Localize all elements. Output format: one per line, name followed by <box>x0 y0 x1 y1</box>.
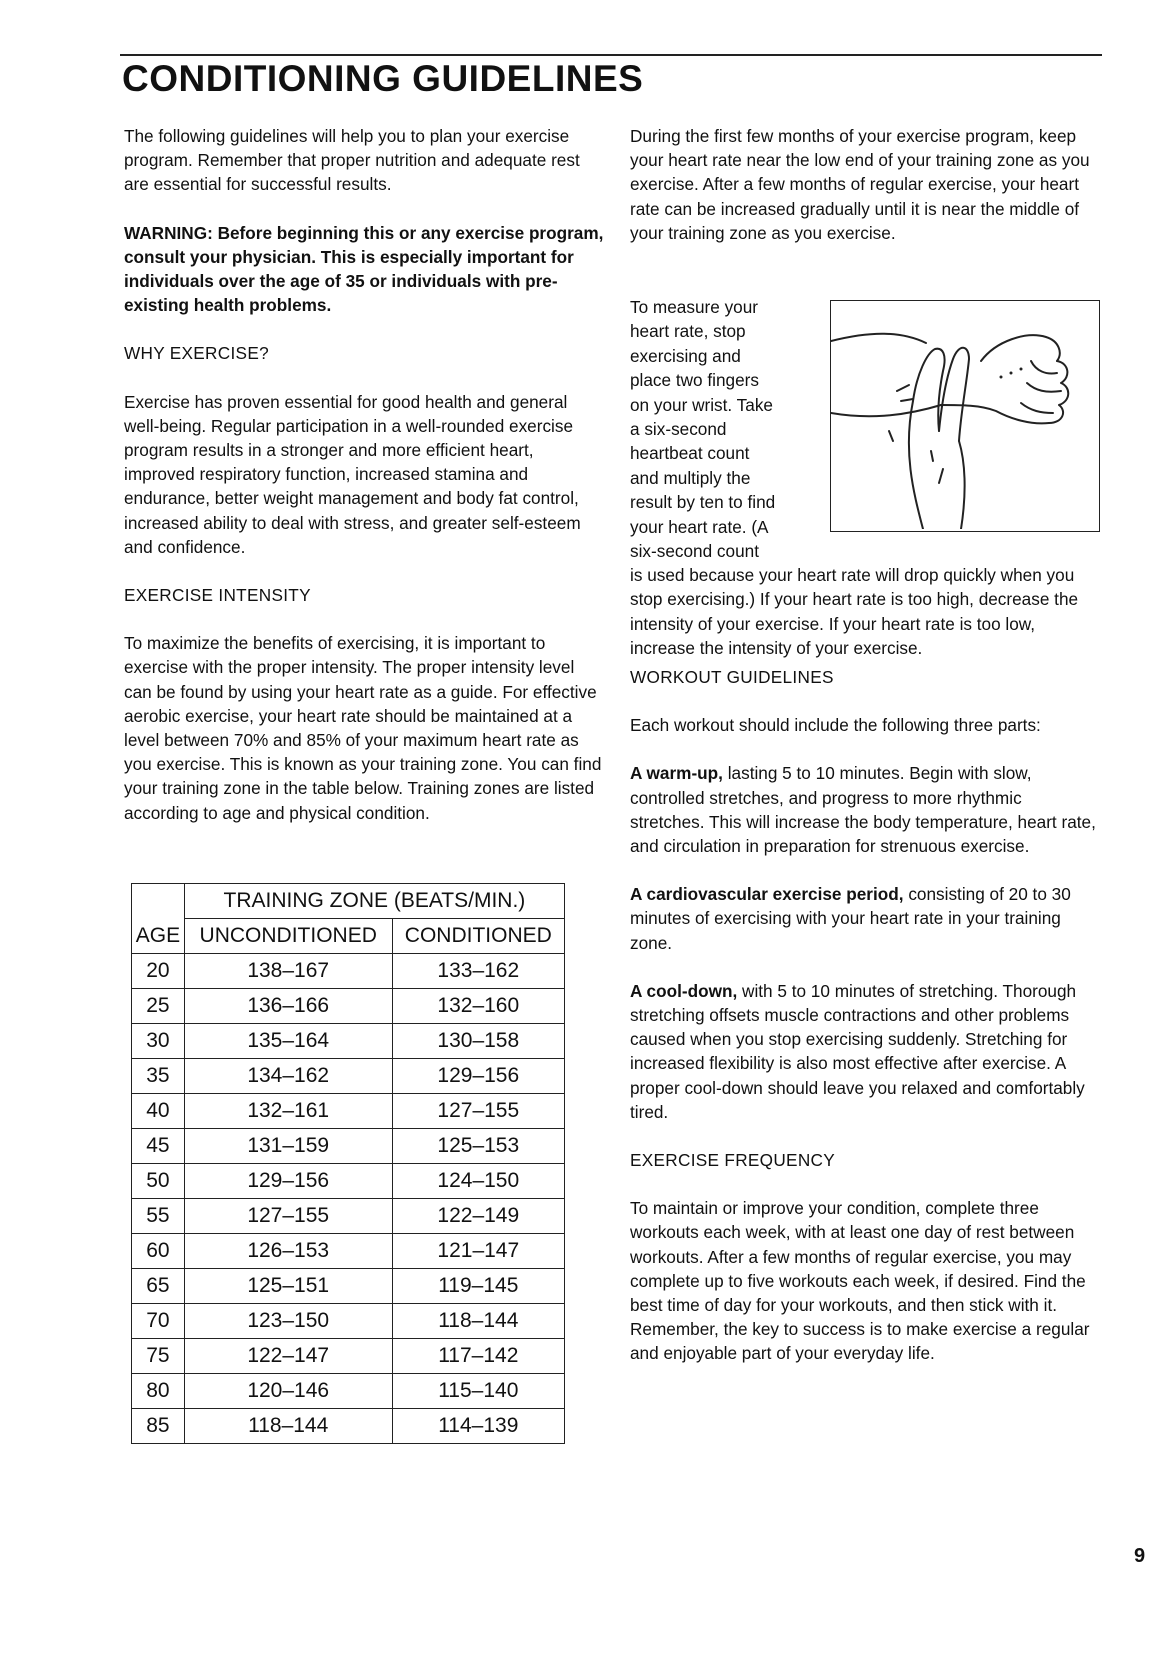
table-row <box>132 1304 565 1339</box>
table-cell-age: 20 <box>132 954 185 989</box>
cooldown-lead: A cool-down, <box>630 980 738 1001</box>
table-cell-conditioned: 129–156 <box>392 1059 564 1094</box>
table-cell-unconditioned: 131–159 <box>184 1129 392 1164</box>
measure-continuation: is used because your heart rate will drop quickly when you stop exercising.) If your heart rate is too high, decrease the intensity of your exercise. If your heart rate is too low, increase the intensity of your exercise. <box>630 565 1079 659</box>
table-cell-conditioned: 124–150 <box>392 1164 564 1199</box>
page-title: CONDITIONING GUIDELINES <box>122 58 644 99</box>
page-number: 9 <box>1134 1545 1146 1567</box>
table-cell-unconditioned: 132–161 <box>184 1094 392 1129</box>
right-intro-paragraph: During the first few months of your exercise program, keep your heart rate near the low end of your training zone as you exercise. After a few months of regular exercise, your heart rate can be increased gradually until it is near the middle of your training zone as you exercise. <box>630 126 1090 243</box>
table-cell-age: 35 <box>132 1059 185 1094</box>
conditioned-column-header: CONDITIONED <box>392 919 564 954</box>
table-cell-age: 25 <box>132 989 185 1024</box>
table-cell-unconditioned: 120–146 <box>184 1374 392 1409</box>
exercise-intensity-body: To maximize the benefits of exercising, it is important to exercise with the proper intensity. The proper intensity level can be found by using your heart rate as a guide. For effective aerobic exercise, your heart rate should be maintained at a level between 70% and 85% of your maximum heart rate as you exercise. This is known as your training zone. You can find your training zone in the table below. Training zones are listed according to age and physical condition. <box>124 633 602 823</box>
measure-line: heart rate, stop <box>630 321 746 342</box>
workout-guidelines-heading: WORKOUT GUIDELINES <box>630 667 834 687</box>
exercise-frequency-body: To maintain or improve your condition, complete three workouts each week, with at least one day of rest between workouts. After a few months of regular exercise, you may complete up to five workouts each week, if desired. Find the best time of day for your workouts, and then stick with it. Remember, the key to success is to make exercise a regular and enjoyable part of your everyday life. <box>630 1198 1090 1364</box>
table-row <box>132 1234 565 1269</box>
exercise-frequency-heading: EXERCISE FREQUENCY <box>630 1150 836 1171</box>
cooldown-body: with 5 to 10 minutes of stretching. Thorough stretching offsets muscle contractions and other problems caused when you stop exercising suddenly. Stretching for increased flexibility is also most effective after exercise. A proper cool-down should leave you relaxed and comfortably tired. <box>630 980 1085 1122</box>
table-cell-conditioned: 130–158 <box>392 1024 564 1059</box>
table-cell-conditioned: 121–147 <box>392 1234 564 1269</box>
table-cell-age: 85 <box>132 1409 185 1444</box>
measure-line: To measure your <box>630 297 759 317</box>
cooldown-paragraph <box>630 979 1100 1124</box>
table-cell-conditioned: 132–160 <box>392 989 564 1024</box>
table-cell-age: 55 <box>132 1199 185 1234</box>
table-cell-conditioned: 114–139 <box>392 1409 564 1444</box>
measure-line: on your wrist. Take <box>630 394 773 415</box>
table-cell-age: 65 <box>132 1269 185 1304</box>
table-row <box>132 1339 565 1374</box>
measure-line: result by ten to find <box>630 492 776 513</box>
table-cell-unconditioned: 138–167 <box>184 954 392 989</box>
table-cell-unconditioned: 126–153 <box>184 1234 392 1269</box>
table-cell-age: 75 <box>132 1339 185 1374</box>
table-cell-age: 30 <box>132 1024 185 1059</box>
table-cell-conditioned: 119–145 <box>392 1269 564 1304</box>
warmup-body: lasting 5 to 10 minutes. Begin with slow, controlled stretches, and progress to more rhythmic stretches. This will increase the body temperature, heart rate, and circulation in preparation for strenuous exercise. <box>630 763 1096 857</box>
workout-intro: Each workout should include the following three parts: <box>630 715 1041 736</box>
measure-line: heartbeat count <box>630 443 750 464</box>
table-cell-conditioned: 122–149 <box>392 1199 564 1234</box>
age-column-header: AGE <box>132 919 185 954</box>
table-cell-conditioned: 125–153 <box>392 1129 564 1164</box>
table-cell-age: 50 <box>132 1164 185 1199</box>
table-row <box>132 1269 565 1304</box>
measure-line: exercising and <box>630 345 741 366</box>
measure-heart-rate-text <box>630 295 830 563</box>
table-cell-unconditioned: 118–144 <box>184 1409 392 1444</box>
training-zone-table <box>131 883 565 1444</box>
table-cell-conditioned: 133–162 <box>392 954 564 989</box>
intro-paragraph: The following guidelines will help you to plan your exercise program. Remember that proper nutrition and adequate rest are essential for successful results. <box>124 126 580 195</box>
right-column <box>630 124 1100 269</box>
warning-paragraph: WARNING: Before beginning this or any exercise program, consult your physician. This is especially important for individuals over the age of 35 or individuals with pre-existing health problems. <box>124 222 604 316</box>
table-cell-conditioned: 127–155 <box>392 1094 564 1129</box>
unconditioned-column-header: UNCONDITIONED <box>184 919 392 954</box>
table-cell-unconditioned: 135–164 <box>184 1024 392 1059</box>
measure-line: a six-second <box>630 419 727 440</box>
top-rule <box>120 54 1102 56</box>
table-row <box>132 1409 565 1444</box>
table-group-header-row <box>132 884 565 919</box>
why-exercise-body: Exercise has proven essential for good health and general well-being. Regular participation in a well-rounded exercise program results in a stronger and more efficient heart, improved respiratory function, increased stamina and endurance, better weight management and body fat control, increased ability to deal with stress, and greater self-esteem and confidence. <box>124 391 581 557</box>
left-column <box>124 124 604 849</box>
exercise-intensity-heading: EXERCISE INTENSITY <box>124 585 311 606</box>
table-row <box>132 989 565 1024</box>
table-cell-conditioned: 117–142 <box>392 1339 564 1374</box>
table-row <box>132 1164 565 1199</box>
table-row <box>132 1094 565 1129</box>
table-cell-conditioned: 118–144 <box>392 1304 564 1339</box>
warmup-lead: A warm-up, <box>630 763 723 784</box>
table-cell-unconditioned: 129–156 <box>184 1164 392 1199</box>
table-cell-unconditioned: 123–150 <box>184 1304 392 1339</box>
table-cell-age: 70 <box>132 1304 185 1339</box>
table-row <box>132 954 565 989</box>
workout-section <box>630 665 1100 1390</box>
table-cell-unconditioned: 125–151 <box>184 1269 392 1304</box>
warmup-paragraph <box>630 761 1100 858</box>
table-column-header-row <box>132 919 565 954</box>
table-cell-unconditioned: 122–147 <box>184 1339 392 1374</box>
table-cell-unconditioned: 127–155 <box>184 1199 392 1234</box>
table-cell-age: 40 <box>132 1094 185 1129</box>
table-cell-unconditioned: 136–166 <box>184 989 392 1024</box>
age-header-spacer <box>132 884 185 919</box>
measure-line: and multiply the <box>630 467 751 488</box>
cardio-lead: A cardiovascular exercise period, <box>630 884 904 905</box>
table-cell-conditioned: 115–140 <box>392 1374 564 1409</box>
wrist-pulse-icon <box>830 300 1100 532</box>
why-exercise-heading: WHY EXERCISE? <box>124 343 269 364</box>
table-row <box>132 1199 565 1234</box>
table-row <box>132 1059 565 1094</box>
measure-line: six-second count <box>630 541 759 562</box>
table-cell-age: 80 <box>132 1374 185 1409</box>
training-zone-header: TRAINING ZONE (BEATS/MIN.) <box>184 884 564 919</box>
cardio-body: consisting of 20 to 30 minutes of exercising with your heart rate in your training zone. <box>630 884 1071 953</box>
cardio-paragraph <box>630 882 1100 955</box>
table-cell-unconditioned: 134–162 <box>184 1059 392 1094</box>
table-row <box>132 1024 565 1059</box>
table-cell-age: 45 <box>132 1129 185 1164</box>
wrist-illustration <box>831 301 1097 529</box>
table-row <box>132 1129 565 1164</box>
table-cell-age: 60 <box>132 1234 185 1269</box>
measure-line: place two fingers <box>630 370 759 391</box>
table-row <box>132 1374 565 1409</box>
measure-line: your heart rate. (A <box>630 516 769 537</box>
